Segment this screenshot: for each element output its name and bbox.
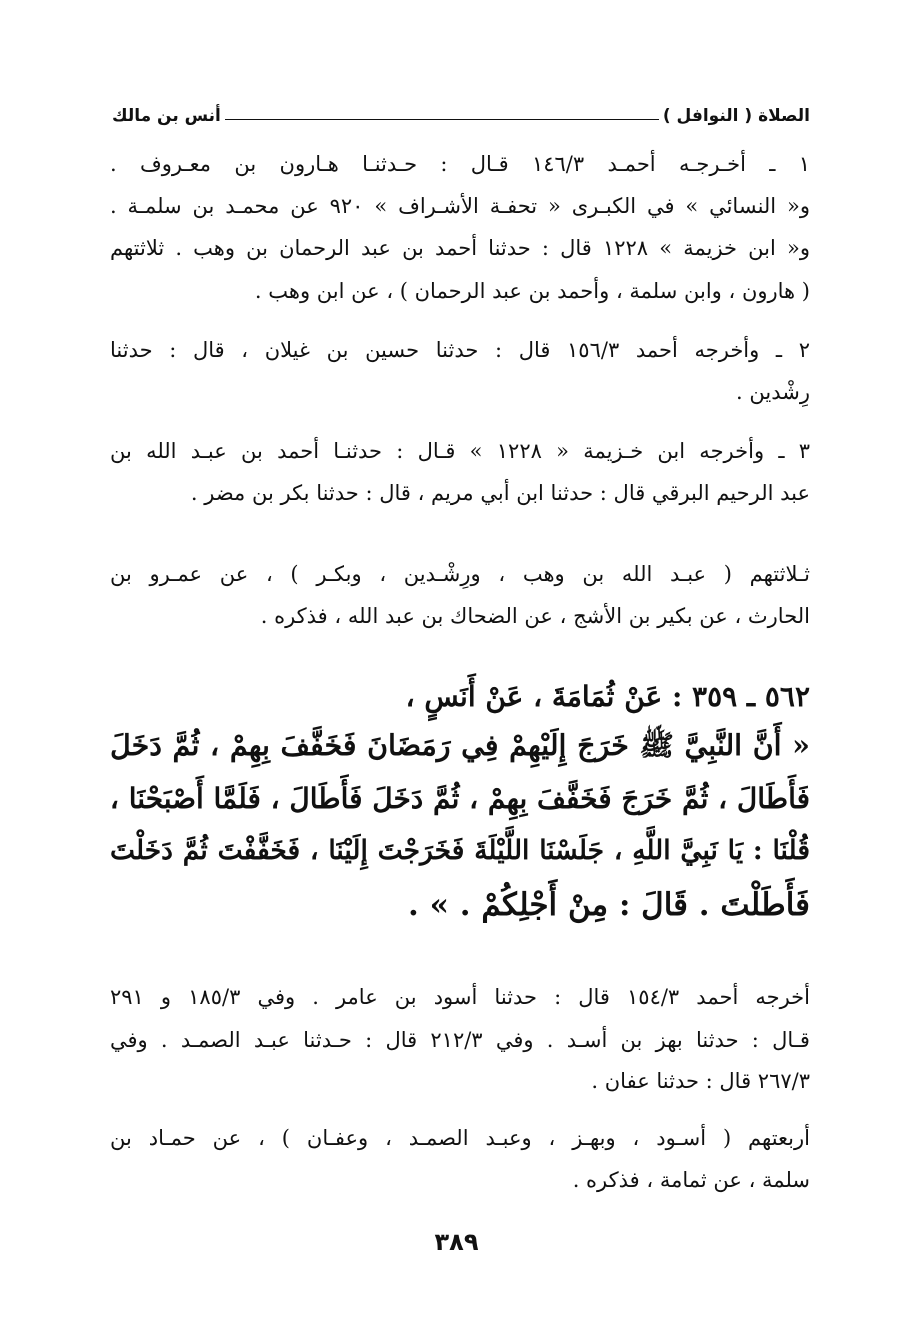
hadith-text-line: « أَنَّ النَّبِيَّ ﷺ خَرَجَ إِلَيْهِمْ فِي رَمَضَانَ فَخَفَّفَ بِهِمْ ، ثُمَّ دَخَلَ [110,728,810,762]
footnote-line: ٢ ـ وأخرجه أحمد ١٥٦/٣ قال : حدثنا حسين بن غيلان ، قال : حدثنا [110,338,810,362]
footnote-line: الحارث ، عن بكير بن الأشج ، عن الضحاك بن عبد الله ، فذكره . [260,604,810,628]
running-header [112,96,810,126]
footnote-line: أربعتهم ( أسـود ، وبهـز ، وعبـد الصمـد ، وعفـان ) ، عن حمـاد بن [110,1126,810,1150]
footnote-line: ثـلاثتهم ( عبـد الله بن وهب ، ورِشْـدين ، وبكـر ) ، عن عمـرو بن [110,562,810,586]
footnote-line: ١ ـ أخـرجـه أحمـد ١٤٦/٣ قـال : حـدثنـا هـارون بن معـروف . [110,152,810,176]
footnote-line: و« النسائي » في الكبـرى « تحفـة الأشـراف » ٩٢٠ عن محمـد بن سلمـة . [110,194,810,218]
page-number: ٣٨٩ [434,1228,479,1256]
hadith-text-line: فَأَطَلْتَ . قَالَ : مِنْ أَجْلِكُمْ . » . [408,887,810,923]
footnote-line: ٢٦٧/٣ قال : حدثنا عفان . [591,1069,810,1093]
header-rule [225,119,659,120]
hadith-heading: ٥٦٢ ـ ٣٥٩ : عَنْ ثُمَامَةَ ، عَنْ أَنَسٍ ، [405,680,810,713]
footnote-line: ( هارون ، وابن سلمة ، وأحمد بن عبد الرحمان ) ، عن ابن وهب . [254,279,810,303]
footnote-line: عبد الرحيم البرقي قال : حدثنا ابن أبي مريم ، قال : حدثنا بكر بن مضر . [190,481,810,505]
footnote-line: ٣ ـ وأخرجه ابن خـزيمة « ١٢٢٨ » قـال : حدثنـا أحمد بن عبـد الله بن [110,439,811,463]
hadith-text-line: قُلْنَا : يَا نَبِيَّ اللَّهِ ، جَلَسْنَا اللَّيْلَةَ فَخَرَجْتَ إِلَيْنَا ، فَخَفَّفْتَ ثُمَّ دَخَلْتَ [110,835,810,866]
narrator-title: أنس بن مالك [112,106,221,126]
footnote-line: رِشْدين . [736,380,810,404]
footnote-line: و« ابن خزيمة » ١٢٢٨ قال : حدثنا أحمد بن عبد الرحمان بن وهب . ثلاثتهم [110,236,810,260]
footnote-line: قـال : حدثنا بهز بن أسـد . وفي ٢١٢/٣ قال : حـدثنا عبـد الصمـد . وفي [110,1028,810,1052]
chapter-title: الصلاة ( النوافل ) [662,106,810,126]
hadith-text-line: فَأَطَالَ ، ثُمَّ خَرَجَ فَخَفَّفَ بِهِمْ ، ثُمَّ دَخَلَ فَأَطَالَ ، فَلَمَّا أَصْبَحْنَا ، [109,782,810,815]
footnote-line: سلمة ، عن ثمامة ، فذكره . [572,1168,810,1192]
footnote-line: أخرجه أحمد ١٥٤/٣ قال : حدثنا أسود بن عامر . وفي ١٨٥/٣ و ٢٩١ [110,985,810,1009]
